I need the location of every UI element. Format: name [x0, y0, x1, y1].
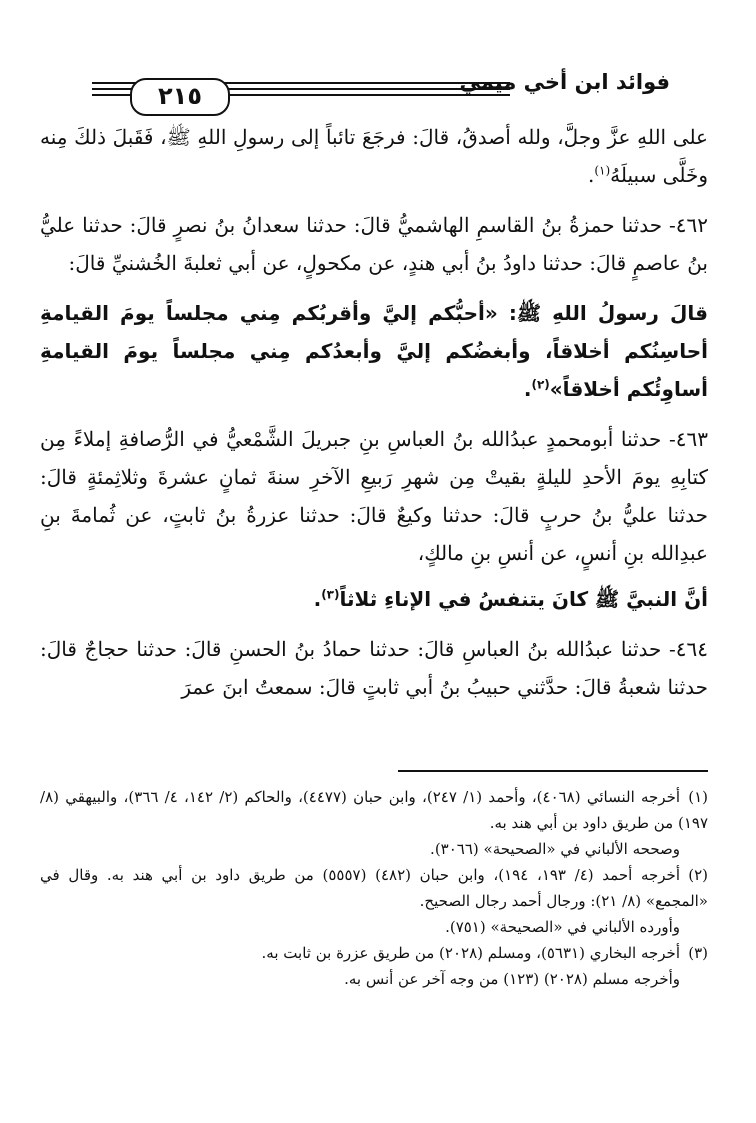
footnote-separator: [398, 770, 708, 772]
footnote-number: (١): [688, 788, 709, 806]
page-header: [92, 68, 670, 108]
footnote: [40, 940, 708, 966]
hadith-matn: أنَّ النبيَّ ﷺ كانَ يتنفسُ في الإناءِ ثلاثاً$^{(٣)}$.: [313, 587, 708, 611]
footnote-number: (٢): [688, 866, 708, 884]
footnote-continuation: وأخرجه مسلم (٢٠٢٨) (١٢٣) من وجه آخر عن أنس به.: [344, 970, 680, 988]
header-rule: [92, 78, 510, 110]
footnote-text: أخرجه البخاري (٥٦٣١)، ومسلم (٢٠٢٨) من طريق عزرة بن ثابت به.: [261, 944, 680, 962]
hadith-isnad: ٤٦٢- حدثنا حمزةُ بنُ القاسمِ الهاشميُّ قالَ: حدثنا سعدانُ بنُ نصرٍ قالَ: حدثنا عليُّ بنُ عاصمٍ قالَ: حدثنا داودُ بنُ أبي هندٍ، عن مكحولٍ، عن أبي ثعلبةَ الخُشنيِّ قالَ:: [40, 213, 708, 275]
footnote-text: أخرجه النسائي (٤٠٦٨)، وأحمد (١/ ٢٤٧)، وابن حبان (٤٤٧٧)، والحاكم (٢/ ١٤٢، ٤/ ٣٦٦)، والبيهقي (٨/ ١٩٧) من طريق داود بن أبي هند به.: [40, 788, 708, 832]
hadith-text: أنَّ النبيَّ ﷺ كانَ يتنفسُ في الإناءِ ثلاثاً: [339, 587, 708, 611]
hadith-isnad: ٤٦٤- حدثنا عبدُالله بنُ العباسِ قالَ: حدثنا حمادُ بنُ الحسنِ قالَ: حدثنا حجاجٌ قالَ: حدثنا شعبةُ قالَ: حدَّثني حبيبُ بنُ أبي ثابتٍ قالَ: سمعتُ ابنَ عمرَ: [40, 637, 708, 699]
footnote-number: (٣): [688, 944, 708, 962]
footnote: [40, 862, 708, 914]
footnote: [40, 784, 708, 836]
running-title: فوائد ابن أخي ميمي: [459, 70, 670, 94]
footnote-ref: (١): [594, 163, 611, 178]
footnote-text: أخرجه أحمد (٤/ ١٩٣، ١٩٤)، وابن حبان (٤٨٢) (٥٥٥٧) من طريق داود بن أبي هند به. وقال في «المجمع» (٨/ ٢١): ورجال أحمد رجال الصحيح.: [40, 866, 708, 910]
footnote-continuation: وصححه الألباني في «الصحيحة» (٣٠٦٦).: [430, 840, 680, 858]
hadith-isnad: ٤٦٣- حدثنا أبومحمدٍ عبدُالله بنُ العباسِ بنِ جبريلَ الشَّمْعيُّ في الرُّصافةِ إملاءً مِن كتابِهِ يومَ الأحدِ لليلةٍ بقيتْ مِن شهرِ رَبيعِ الآخرِ سنةَ ثمانٍ عشرةَ وثلاثِمئةٍ قالَ: حدثنا عليُّ بنُ حربٍ قالَ: حدثنا وكيعٌ قالَ: حدثنا عزرةُ بنُ ثابتٍ، عن ثُمامةَ بنِ عبدِالله بنِ أنسٍ، عن أنسِ بنِ مالكٍ،: [40, 427, 708, 565]
hadith-matn: قالَ رسولُ اللهِ ﷺ: «أحبُّكم إليَّ وأقربُكم مِني مجلساً يومَ القيامةِ أحاسِنُكم أخلاقاً، وأبغضُكم إليَّ وأبعدُكم مِني مجلساً يومَ القيامةِ أساوِئُكم أخلاقاً»$^{(٢)}$.: [40, 301, 708, 401]
paragraph-text: على اللهِ عزَّ وجلَّ، ولله أصدقُ، قالَ: فرجَعَ تائباً إلى رسولِ اللهِ ﷺ، فَقَبلَ ذلكَ مِنه وخَلَّى سبيلَهُ: [40, 125, 708, 187]
paragraph: على اللهِ عزَّ وجلَّ، ولله أصدقُ، قالَ: فرجَعَ تائباً إلى رسولِ اللهِ ﷺ، فَقَبلَ ذلكَ مِنه وخَلَّى سبيلَهُ$^{(١)}$.: [40, 125, 708, 187]
footnotes: [40, 784, 708, 992]
footnote-ref: (٢): [531, 377, 550, 392]
page-number: ٢١٥: [130, 78, 230, 116]
footnote-ref: (٣): [321, 587, 340, 602]
main-text: [40, 118, 708, 706]
hadith-text: قالَ رسولُ اللهِ ﷺ: «أحبُّكم إليَّ وأقربُكم مِني مجلساً يومَ القيامةِ أحاسِنُكم أخلاقاً، وأبغضُكم إليَّ وأبعدُكم مِني مجلساً يومَ القيامةِ أساوِئُكم أخلاقاً»: [40, 301, 708, 401]
footnote-continuation: وأورده الألباني في «الصحيحة» (٧٥١).: [445, 918, 680, 936]
